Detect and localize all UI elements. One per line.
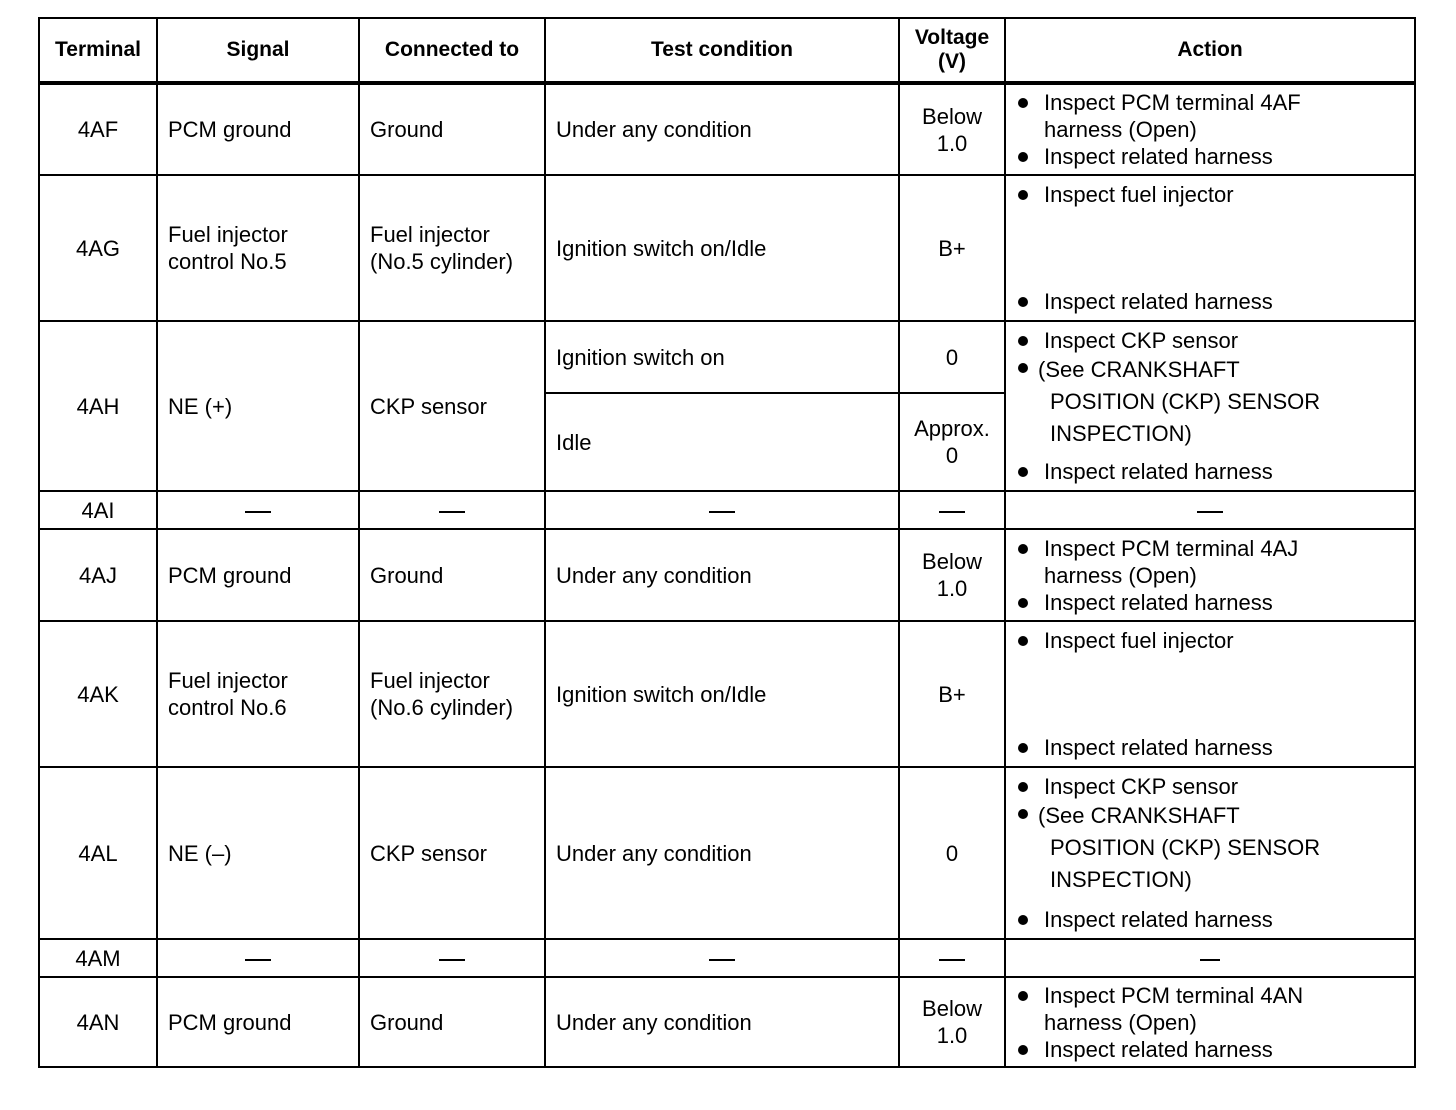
dash-mark	[939, 959, 965, 961]
action-note	[1016, 800, 1404, 896]
header-signal: Signal	[157, 18, 359, 83]
empty-cell	[899, 939, 1005, 977]
condition-cell: Under any condition	[545, 767, 899, 939]
table-header	[39, 18, 1415, 83]
voltage-cell	[899, 83, 1005, 175]
condition-cell: Under any condition	[545, 83, 899, 175]
header-action: Action	[1005, 18, 1415, 83]
dash-mark	[709, 959, 735, 961]
action-cell	[1005, 175, 1415, 321]
dash-mark	[939, 511, 965, 513]
voltage-line: Below	[922, 103, 982, 129]
dash-mark	[439, 511, 465, 513]
empty-cell	[899, 491, 1005, 529]
action-item: Inspect fuel injector	[1016, 627, 1404, 654]
action-list	[1016, 327, 1404, 485]
terminal-cell: 4AJ	[39, 529, 157, 621]
action-text: harness (Open)	[1044, 1009, 1197, 1035]
note-text: INSPECTION)	[1050, 867, 1192, 892]
action-list	[1016, 181, 1404, 315]
voltage-cell	[899, 393, 1005, 491]
voltage-cell	[899, 977, 1005, 1067]
signal-text: control No.6	[168, 695, 287, 720]
action-text: harness (Open)	[1044, 562, 1197, 588]
empty-cell	[359, 491, 545, 529]
connected-cell: CKP sensor	[359, 321, 545, 491]
dash-mark	[439, 959, 465, 961]
table-row	[39, 767, 1415, 939]
action-item: Inspect related harness	[1016, 1036, 1404, 1063]
note-text: (See CRANKSHAFT	[1038, 357, 1240, 382]
table-row	[39, 977, 1415, 1067]
terminal-cell: 4AG	[39, 175, 157, 321]
action-item: Inspect related harness	[1016, 734, 1404, 761]
connected-cell: CKP sensor	[359, 767, 545, 939]
empty-cell	[1005, 491, 1415, 529]
signal-cell	[157, 621, 359, 767]
table-row	[39, 529, 1415, 621]
signal-cell	[157, 175, 359, 321]
voltage-cell	[899, 529, 1005, 621]
connected-text: Fuel injector	[370, 668, 490, 693]
empty-cell	[1005, 939, 1415, 977]
header-test-condition: Test condition	[545, 18, 899, 83]
connected-text: (No.5 cylinder)	[370, 249, 514, 274]
condition-cell: Ignition switch on	[545, 321, 899, 393]
dash-mark	[245, 511, 271, 513]
terminal-cell: 4AH	[39, 321, 157, 491]
note-text: INSPECTION)	[1050, 421, 1192, 446]
voltage-line: Below	[922, 549, 982, 574]
signal-cell: PCM ground	[157, 83, 359, 175]
action-cell	[1005, 621, 1415, 767]
voltage-line: Approx.	[914, 416, 990, 441]
dash-mark	[245, 959, 271, 961]
voltage-cell: B+	[899, 621, 1005, 767]
connected-text: Fuel injector	[370, 222, 490, 247]
action-text: Inspect PCM terminal 4AN	[1044, 982, 1304, 1008]
voltage-line: Below	[922, 996, 982, 1021]
action-list	[1016, 627, 1404, 761]
signal-text: Fuel injector	[168, 668, 288, 693]
condition-cell: Ignition switch on/Idle	[545, 175, 899, 321]
table-row	[39, 83, 1415, 175]
connected-cell	[359, 621, 545, 767]
empty-cell	[157, 939, 359, 977]
action-cell	[1005, 321, 1415, 491]
terminal-cell: 4AF	[39, 83, 157, 175]
table-row	[39, 175, 1415, 321]
empty-cell	[545, 491, 899, 529]
action-cell	[1005, 529, 1415, 621]
connected-cell: Ground	[359, 529, 545, 621]
action-item: Inspect related harness	[1016, 143, 1404, 170]
action-item	[1016, 773, 1404, 800]
signal-cell: NE (+)	[157, 321, 359, 491]
terminal-cell: 4AL	[39, 767, 157, 939]
voltage-cell: 0	[899, 321, 1005, 393]
empty-cell	[157, 491, 359, 529]
table-row	[39, 491, 1415, 529]
action-cell	[1005, 767, 1415, 939]
action-item	[1016, 535, 1404, 589]
action-list	[1016, 773, 1404, 933]
connected-text: (No.6 cylinder)	[370, 695, 514, 720]
action-note	[1016, 354, 1404, 450]
table-row	[39, 321, 1415, 393]
empty-cell	[359, 939, 545, 977]
voltage-value: 1.0	[936, 1023, 968, 1048]
header-voltage	[899, 18, 1005, 83]
action-list	[1016, 982, 1404, 1063]
note-text: (See CRANKSHAFT	[1038, 803, 1240, 828]
action-list	[1016, 535, 1404, 616]
header-terminal: Terminal	[39, 18, 157, 83]
dash-mark	[1200, 959, 1220, 961]
action-text: Inspect CKP sensor	[1044, 328, 1239, 353]
action-text: Inspect CKP sensor	[1044, 774, 1239, 799]
action-text: harness (Open)	[1044, 117, 1197, 142]
header-voltage-label: Voltage	[914, 26, 990, 49]
signal-cell: PCM ground	[157, 977, 359, 1067]
condition-cell: Under any condition	[545, 977, 899, 1067]
action-text: Inspect PCM terminal 4AF	[1044, 90, 1301, 115]
dash-mark	[1197, 511, 1223, 513]
action-item	[1016, 327, 1404, 354]
terminal-cell: 4AM	[39, 939, 157, 977]
header-voltage-unit: (V)	[938, 50, 966, 73]
action-item: Inspect related harness	[1016, 906, 1404, 933]
condition-cell: Idle	[545, 393, 899, 491]
action-text: Inspect PCM terminal 4AJ	[1044, 535, 1299, 561]
voltage-value: 1.0	[936, 576, 968, 601]
signal-text: Fuel injector	[168, 222, 288, 247]
dash-mark	[709, 511, 735, 513]
terminal-cell: 4AK	[39, 621, 157, 767]
connected-cell: Ground	[359, 83, 545, 175]
voltage-value: 1.0	[936, 130, 968, 156]
voltage-value: 0	[945, 443, 959, 468]
condition-cell: Ignition switch on/Idle	[545, 621, 899, 767]
header-row	[39, 18, 1415, 83]
terminal-inspection-table	[38, 17, 1416, 1068]
voltage-cell: B+	[899, 175, 1005, 321]
action-item	[1016, 982, 1404, 1036]
action-item	[1016, 89, 1404, 143]
signal-cell: PCM ground	[157, 529, 359, 621]
connected-cell	[359, 175, 545, 321]
action-item: Inspect fuel injector	[1016, 181, 1404, 208]
action-cell	[1005, 83, 1415, 175]
note-text: POSITION (CKP) SENSOR	[1050, 835, 1321, 860]
terminal-cell: 4AN	[39, 977, 157, 1067]
table-row	[39, 939, 1415, 977]
action-item: Inspect related harness	[1016, 589, 1404, 616]
signal-cell: NE (–)	[157, 767, 359, 939]
action-item: Inspect related harness	[1016, 458, 1404, 485]
condition-cell: Under any condition	[545, 529, 899, 621]
terminal-cell: 4AI	[39, 491, 157, 529]
action-list	[1016, 89, 1404, 170]
header-connected-to: Connected to	[359, 18, 545, 83]
table-row	[39, 621, 1415, 767]
action-item: Inspect related harness	[1016, 288, 1404, 315]
connected-cell: Ground	[359, 977, 545, 1067]
signal-text: control No.5	[168, 249, 287, 274]
note-text: POSITION (CKP) SENSOR	[1050, 389, 1321, 414]
voltage-cell: 0	[899, 767, 1005, 939]
empty-cell	[545, 939, 899, 977]
action-cell	[1005, 977, 1415, 1067]
